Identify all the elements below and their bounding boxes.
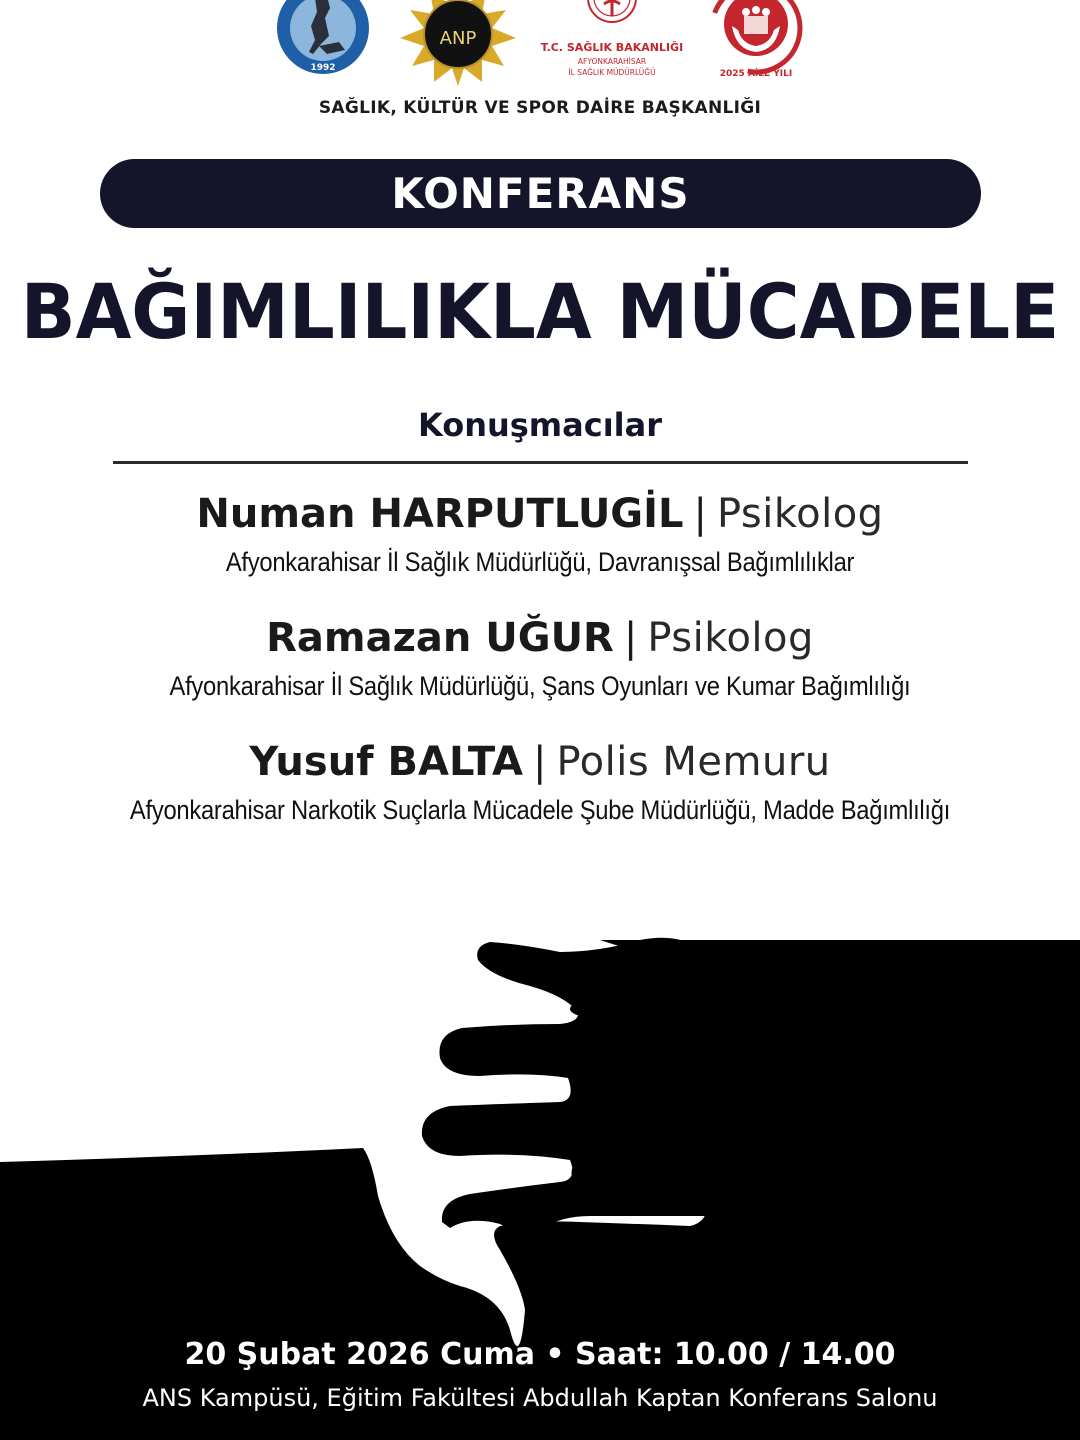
speaker-name: Ramazan UĞUR	[266, 615, 614, 661]
speaker-item	[0, 490, 1080, 580]
separator: |	[693, 491, 707, 537]
event-type-label: KONFERANS	[391, 169, 690, 218]
svg-text:AFYONKARAHİSAR: AFYONKARAHİSAR	[577, 57, 647, 66]
separator: |	[532, 739, 547, 785]
event-date-time: 20 Şubat 2026 Cuma • Saat: 10.00 / 14.00	[184, 1337, 896, 1372]
speaker-role: Psikolog	[717, 491, 884, 537]
family-year-logo-icon	[706, 0, 806, 82]
event-title: BAĞIMLILIKLA MÜCADELE	[20, 267, 1060, 357]
speaker-role: Psikolog	[647, 615, 814, 661]
section-divider	[113, 461, 968, 464]
ministry-of-health-logo-icon	[540, 0, 685, 84]
speaker-item	[0, 614, 1080, 704]
speaker-name: Yusuf BALTA	[249, 739, 523, 785]
svg-text:1992: 1992	[310, 63, 336, 73]
department-name: SAĞLIK, KÜLTÜR VE SPOR DAİRE BAŞKANLIĞI	[318, 98, 762, 118]
svg-text:T.C. SAĞLIK BAKANLIĞI: T.C. SAĞLIK BAKANLIĞI	[540, 41, 684, 54]
logo-bar	[0, 0, 1080, 90]
speakers-heading: Konuşmacılar	[417, 406, 663, 444]
university-logo-icon	[275, 0, 371, 76]
speaker-role: Polis Memuru	[556, 739, 831, 785]
svg-text:ANP: ANP	[439, 28, 477, 49]
speaker-affiliation: Afyonkarahisar İl Sağlık Müdürlüğü, Şans Oyunları ve Kumar Bağımlılığı	[169, 671, 911, 701]
svg-text:2025 AİLE YILI: 2025 AİLE YILI	[719, 69, 793, 79]
svg-text:İL SAĞLIK MÜDÜRLÜĞÜ: İL SAĞLIK MÜDÜRLÜĞÜ	[568, 68, 656, 77]
speaker-name: Numan HARPUTLUGİL	[196, 491, 684, 537]
speaker-item	[0, 738, 1080, 828]
speaker-affiliation: Afyonkarahisar Narkotik Suçlarla Mücadele Şube Müdürlüğü, Madde Bağımlılığı	[129, 795, 951, 825]
anp-badge-icon	[398, 0, 518, 86]
speaker-affiliation: Afyonkarahisar İl Sağlık Müdürlüğü, Davranışsal Bağımlılıklar	[225, 547, 855, 577]
event-venue: ANS Kampüsü, Eğitim Fakültesi Abdullah Kaptan Konferans Salonu	[142, 1384, 938, 1412]
separator: |	[623, 615, 638, 661]
event-type-banner	[100, 159, 981, 228]
